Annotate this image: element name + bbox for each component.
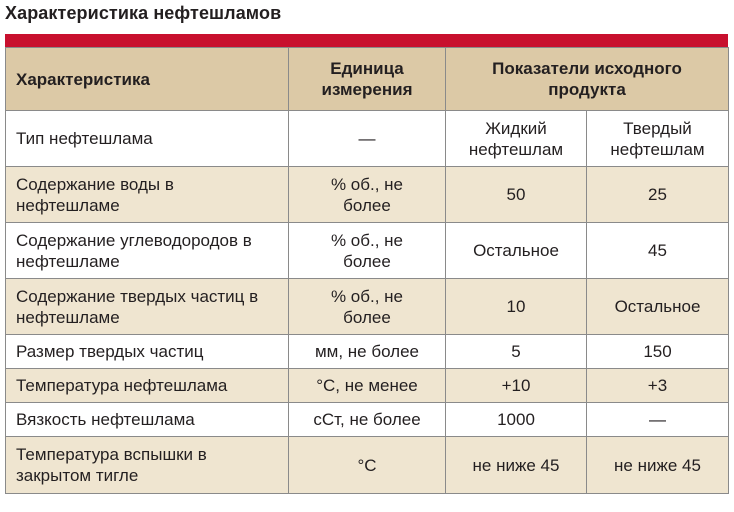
table-row: [6, 279, 729, 335]
row-value-liquid: 5: [446, 335, 587, 369]
row-value-liquid: 50: [446, 167, 587, 223]
row-value-liquid: не ниже 45: [446, 437, 587, 494]
row-unit: % об., не более: [289, 167, 446, 223]
row-name: Содержание твердых частиц в нефтешламе: [6, 279, 289, 335]
row-value-liquid: Жидкий нефтешлам: [446, 111, 587, 167]
row-value-solid: 45: [587, 223, 729, 279]
row-name: Температура нефтешлама: [6, 369, 289, 403]
row-name: Тип нефтешлама: [6, 111, 289, 167]
table-row: [6, 111, 729, 167]
characteristics-table: [5, 47, 729, 494]
row-value-liquid: 10: [446, 279, 587, 335]
table-row: [6, 437, 729, 494]
row-value-solid: Твердый нефтешлам: [587, 111, 729, 167]
accent-bar: [5, 34, 728, 47]
row-value-solid: 150: [587, 335, 729, 369]
row-value-solid: +3: [587, 369, 729, 403]
row-value-liquid: 1000: [446, 403, 587, 437]
header-characteristic: Характеристика: [6, 48, 289, 111]
row-value-solid: Остальное: [587, 279, 729, 335]
row-name: Содержание воды в нефтешламе: [6, 167, 289, 223]
header-row: [6, 48, 729, 111]
row-unit: °С: [289, 437, 446, 494]
row-name: Температура вспышки в закрытом тигле: [6, 437, 289, 494]
row-value-liquid: +10: [446, 369, 587, 403]
table-row: [6, 403, 729, 437]
row-value-solid: 25: [587, 167, 729, 223]
table-row: [6, 369, 729, 403]
row-value-liquid: Остальное: [446, 223, 587, 279]
row-value-solid: не ниже 45: [587, 437, 729, 494]
row-value-solid: —: [587, 403, 729, 437]
page-title: Характеристика нефтешламов: [5, 3, 282, 23]
row-unit: °С, не менее: [289, 369, 446, 403]
header-indicators: Показатели исходного продукта: [446, 48, 729, 111]
row-name: Вязкость нефтешлама: [6, 403, 289, 437]
table-row: [6, 167, 729, 223]
row-unit: % об., не более: [289, 279, 446, 335]
table-row: [6, 223, 729, 279]
row-name: Размер твердых частиц: [6, 335, 289, 369]
row-unit: сСт, не более: [289, 403, 446, 437]
row-unit: мм, не более: [289, 335, 446, 369]
row-unit: —: [289, 111, 446, 167]
table-row: [6, 335, 729, 369]
header-unit: Единица измерения: [289, 48, 446, 111]
row-unit: % об., не более: [289, 223, 446, 279]
row-name: Содержание углеводородов в нефтешламе: [6, 223, 289, 279]
